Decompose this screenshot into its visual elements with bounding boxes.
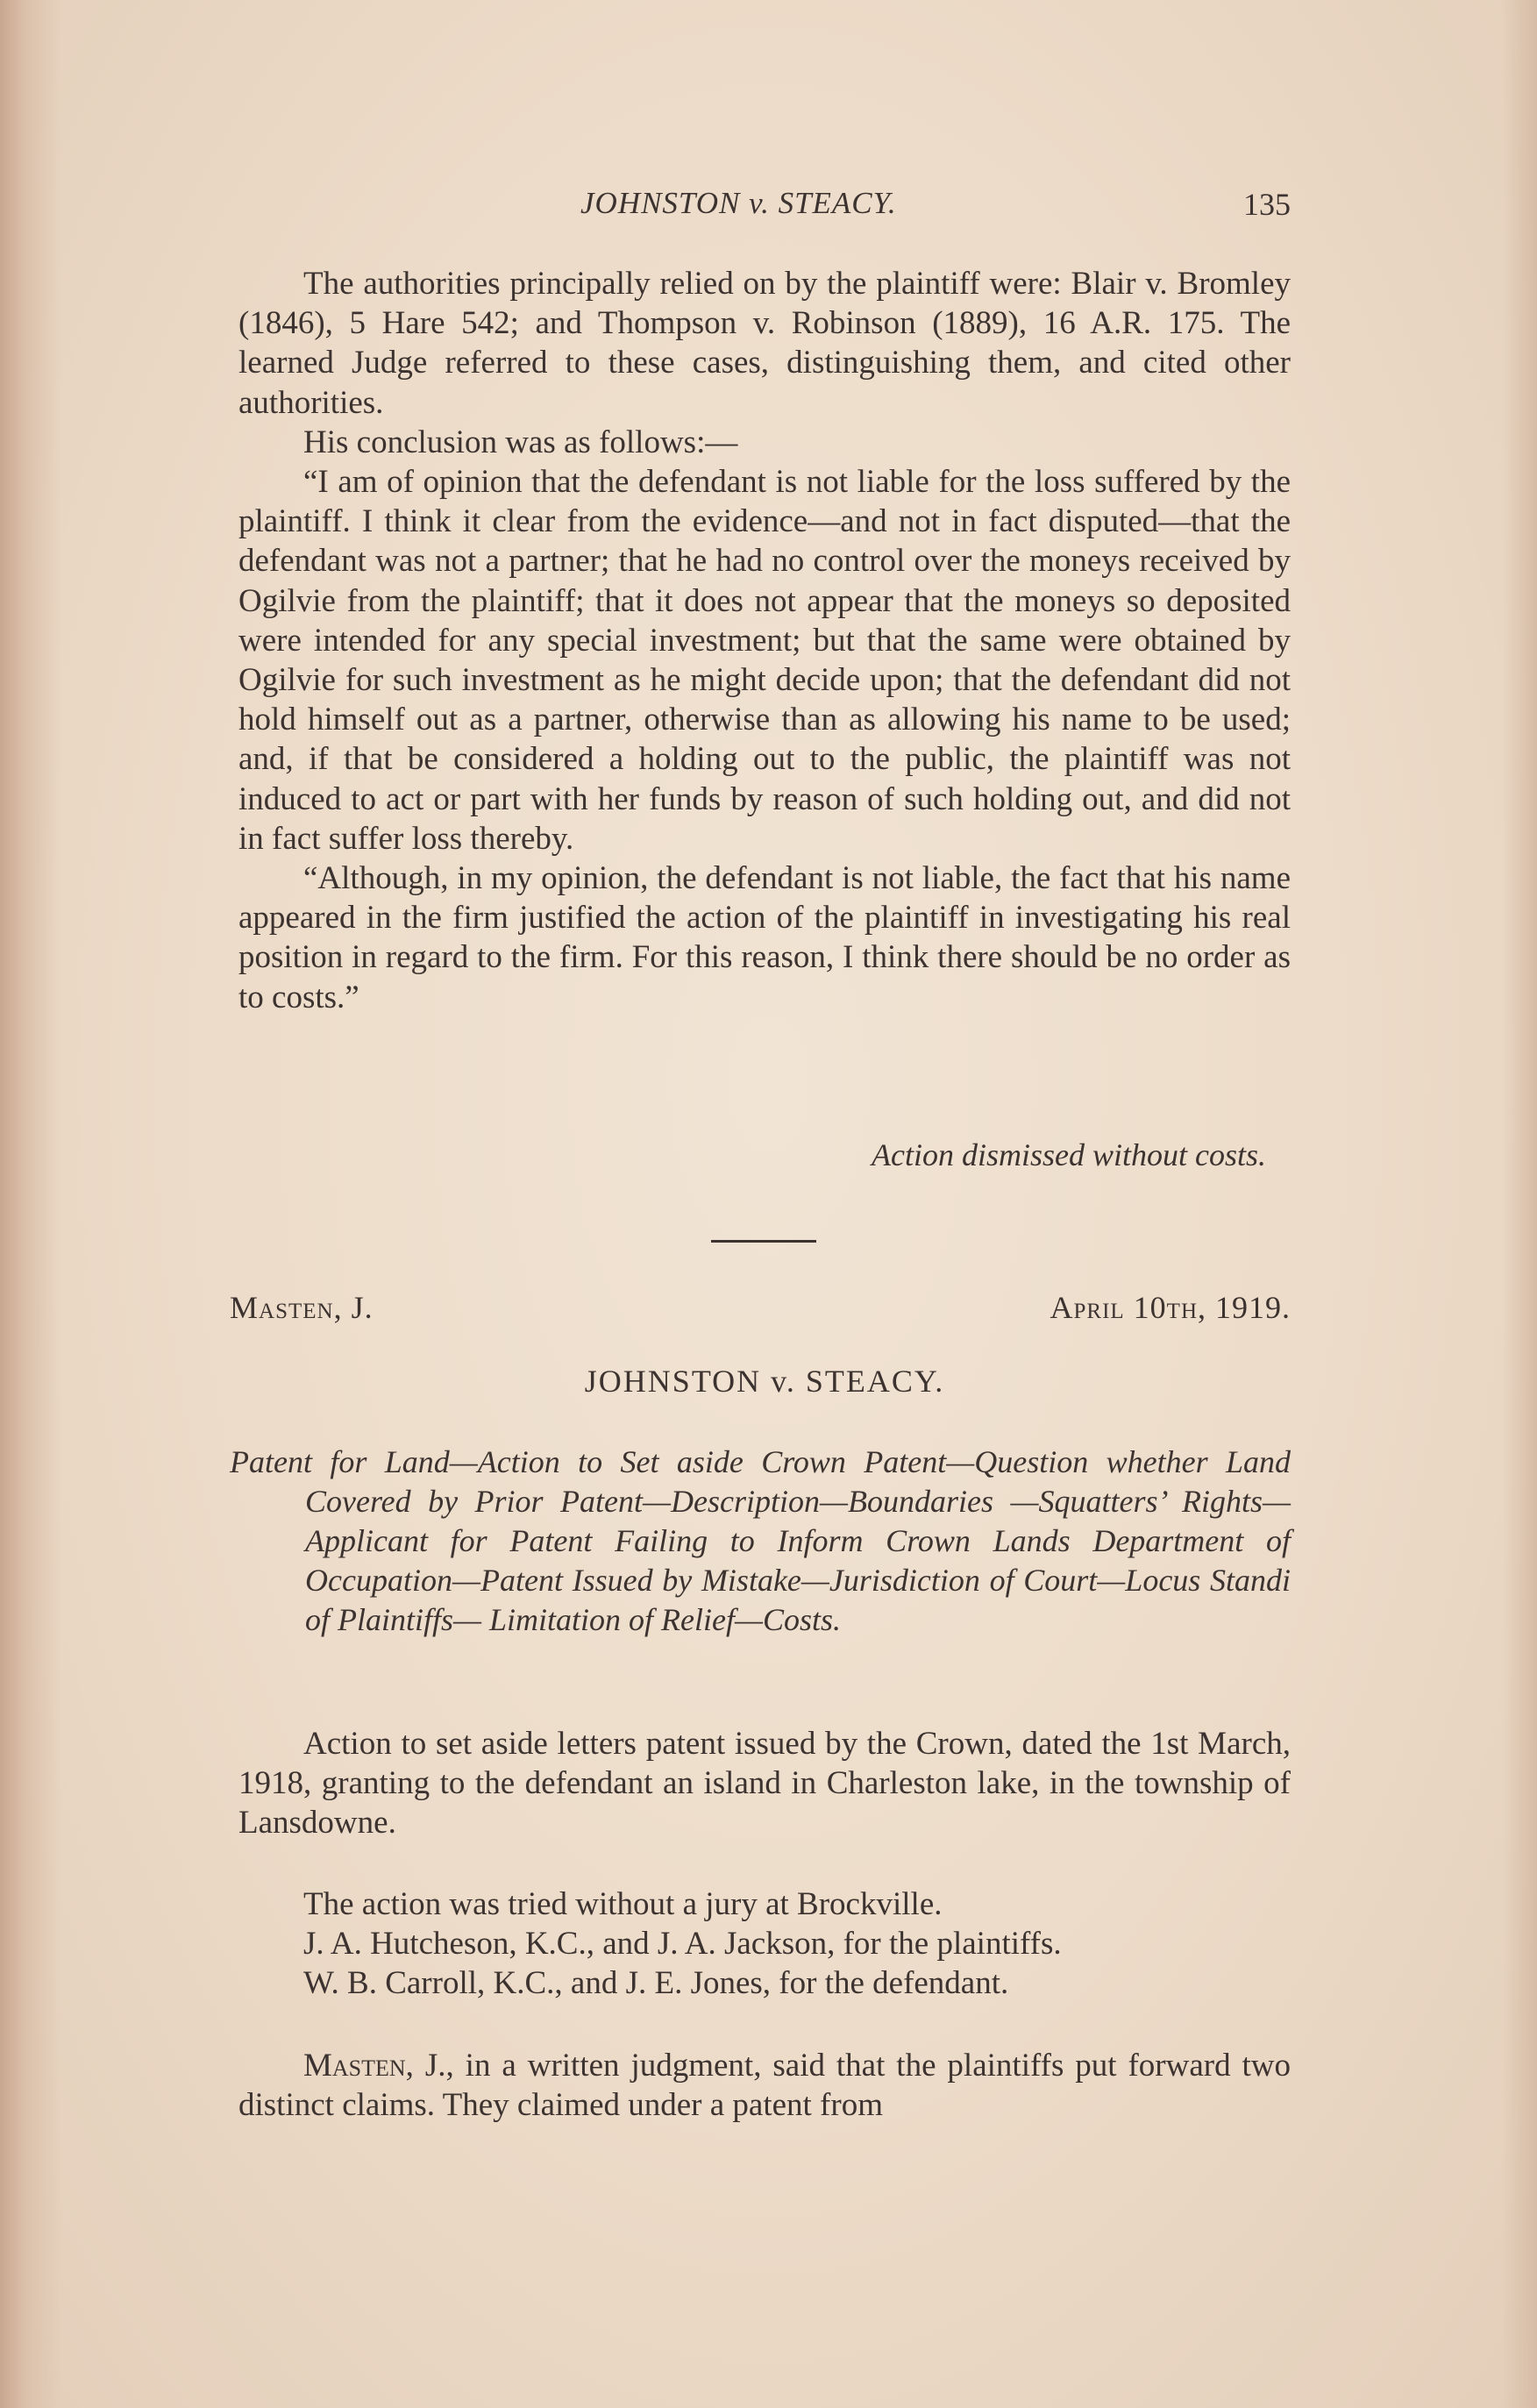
running-title: JOHNSTON v. STEACY. [580, 186, 897, 220]
judgment-judge-name: Masten, J. [303, 2048, 446, 2084]
page-number: 135 [1243, 187, 1291, 222]
running-head [238, 186, 1291, 230]
paragraph-case-intro: Action to set aside letters patent issued by the Crown, dated the 1st March, 1918, granting to the defendant an island in Charleston lake, in the township of Lansdowne. [238, 1726, 1291, 1842]
case-header [230, 1289, 1291, 1331]
paragraph-judgment [238, 2046, 1291, 2125]
case-title: JOHNSTON v. STEACY. [584, 1364, 945, 1399]
previous-case-text [238, 264, 1291, 1017]
disposition: Action dismissed without costs. [872, 1137, 1266, 1172]
paragraph-quote-opinion: “I am of opinion that the defendant is not liable for the loss suffered by the plaintiff. I think it clear from the evidence—and not in fact disputed—that the defendant was not a partner; that he had no control over the moneys received by Ogilvie from the plaintiff; that it does not appear that the moneys so deposited were intended for any special investment; but that the same were obtained by Ogilvie for such investment as he might decide upon; that the defendant did not hold himself out as a partner, otherwise than as allowing his name to be used; and, if that be considered a holding out to the public, the plaintiff was not induced to act or part with her funds by reason of such holding out, and did not in fact suffer loss thereby. [238, 464, 1291, 857]
trial-details [238, 1884, 1291, 2004]
case-date: April 10th, 1919. [1050, 1290, 1291, 1325]
paragraph-quote-costs: “Although, in my opinion, the defendant is not liable, the fact that his name appeared in the firm justified the action of the plaintiff in investigating his real position in regard to the firm. For this reason, I think there should be no order as to costs.” [238, 860, 1291, 1015]
headnote: Patent for Land—Action to Set aside Crown Patent—Question whether Land Covered by Prior Patent—Description—Boundaries —Squatters’ Rights—Applicant for Patent Failing to Inform Crown Lands Department of Occupation—Patent Issued by Mistake—Jurisdiction of Court—Locus Standi of Plaintiffs— Limitation of Relief—Costs. [230, 1444, 1291, 1637]
judge-name: Masten, J. [230, 1290, 374, 1325]
judgment-opening [238, 2046, 1291, 2125]
paragraph-trial-note: The action was tried without a jury at Brockville. [303, 1886, 943, 1922]
paragraph-counsel-plaintiffs: J. A. Hutcheson, K.C., and J. A. Jackson, for the plaintiffs. [303, 1926, 1062, 1963]
case-intro [238, 1724, 1291, 1843]
section-divider [711, 1240, 816, 1243]
paragraph-conclusion-intro: His conclusion was as follows:— [303, 424, 738, 460]
judgment-text: , in a written judgment, said that the plaintiffs put forward two distinct claims. They claimed under a patent from [238, 2048, 1291, 2124]
paragraph-counsel-defendant: W. B. Carroll, K.C., and J. E. Jones, for the defendant. [303, 1965, 1009, 2002]
paragraph-authorities: The authorities principally relied on by the plaintiff were: Blair v. Bromley (1846), 5 Hare 542; and Thompson v. Robinson (1889), 16 A.R. 175. The learned Judge referred to these cases, distinguishing them, and cited other authorities. [238, 266, 1291, 421]
